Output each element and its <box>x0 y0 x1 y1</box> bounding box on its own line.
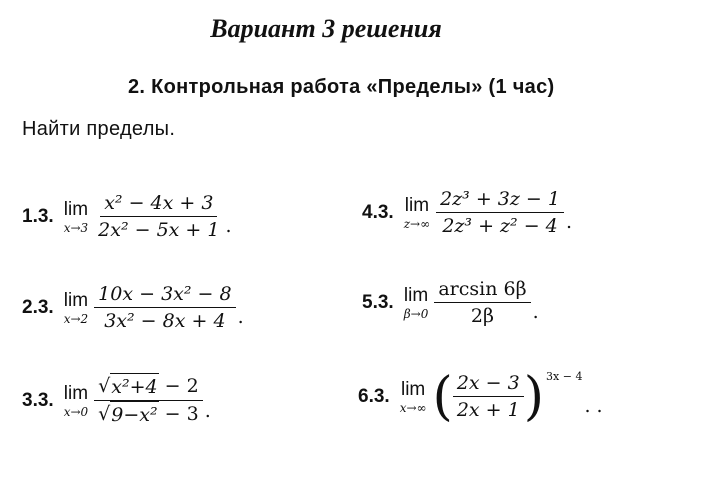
period: . <box>204 400 211 422</box>
limit-operator <box>64 290 88 326</box>
fraction <box>94 373 203 428</box>
exponent: 3x − 4 <box>546 370 583 383</box>
limit-subscript: z→∞ <box>403 216 431 231</box>
problem-3-3 <box>22 373 211 428</box>
square-root <box>98 373 158 400</box>
variant-title: Вариант 3 решения <box>210 14 442 43</box>
numerator: x² − 4x + 3 <box>100 190 217 217</box>
problem-number: 3.3. <box>22 389 54 411</box>
numerator: 10x − 3x² − 8 <box>94 281 235 308</box>
radical-sign: √ <box>98 403 111 425</box>
period: . . <box>584 395 603 417</box>
problem-4-3 <box>362 186 572 239</box>
period: . <box>237 306 244 328</box>
lim-word: lim <box>400 378 426 400</box>
numerator: 2z³ + 3z − 1 <box>436 186 564 213</box>
radicand: x²+4 <box>110 373 158 400</box>
limit-subscript: x→∞ <box>399 400 427 415</box>
period: . <box>565 211 573 233</box>
square-root <box>98 401 158 428</box>
limit-operator <box>64 383 88 419</box>
problem-number: 2.3. <box>22 296 54 318</box>
lim-word: lim <box>63 289 89 311</box>
numerator: 2x − 3 <box>453 370 524 397</box>
lim-word: lim <box>63 198 89 220</box>
problem-1-3 <box>22 190 232 243</box>
numerator-rest: − 2 <box>158 375 199 397</box>
numerator: arcsin 6β <box>434 276 530 303</box>
problem-6-3 <box>358 366 603 427</box>
numerator <box>94 373 203 401</box>
denominator: 3x² − 8x + 4 <box>104 310 226 332</box>
period: . <box>225 215 232 237</box>
denominator: 2z³ + z² − 4 <box>442 215 558 237</box>
problem-2-3 <box>22 281 244 334</box>
lim-word: lim <box>404 194 430 216</box>
right-parenthesis: ) <box>523 366 545 427</box>
denominator: 2β <box>470 305 494 327</box>
limit-subscript: x→3 <box>63 220 89 235</box>
lim-word: lim <box>63 382 89 404</box>
limit-operator <box>404 285 429 321</box>
limit-operator <box>64 199 88 235</box>
section-title: 2. Контрольная работа «Пределы» (1 час) <box>128 76 555 98</box>
fraction <box>453 370 524 423</box>
denominator: 2x + 1 <box>456 399 520 421</box>
fraction <box>94 281 235 334</box>
denominator: 2x² − 5x + 1 <box>98 219 220 241</box>
limit-subscript: β→0 <box>403 306 429 321</box>
fraction <box>436 186 564 239</box>
problem-5-3 <box>362 276 539 329</box>
problem-number: 4.3. <box>362 201 394 223</box>
fraction <box>94 190 223 243</box>
denominator <box>94 401 203 428</box>
denominator-rest: − 3 <box>158 403 199 425</box>
problem-number: 6.3. <box>358 385 390 407</box>
lim-word: lim <box>403 284 429 306</box>
radicand: 9−x² <box>110 401 158 428</box>
period: . <box>532 301 539 323</box>
limit-operator <box>404 195 430 231</box>
problem-number: 1.3. <box>22 205 54 227</box>
left-parenthesis: ( <box>432 366 453 427</box>
problem-number: 5.3. <box>362 291 394 313</box>
limit-operator <box>400 379 427 415</box>
instruction-text: Найти пределы. <box>22 118 176 140</box>
limit-subscript: x→2 <box>63 311 89 326</box>
limit-subscript: x→0 <box>63 404 89 419</box>
radical-sign: √ <box>98 375 111 397</box>
fraction <box>434 276 530 329</box>
